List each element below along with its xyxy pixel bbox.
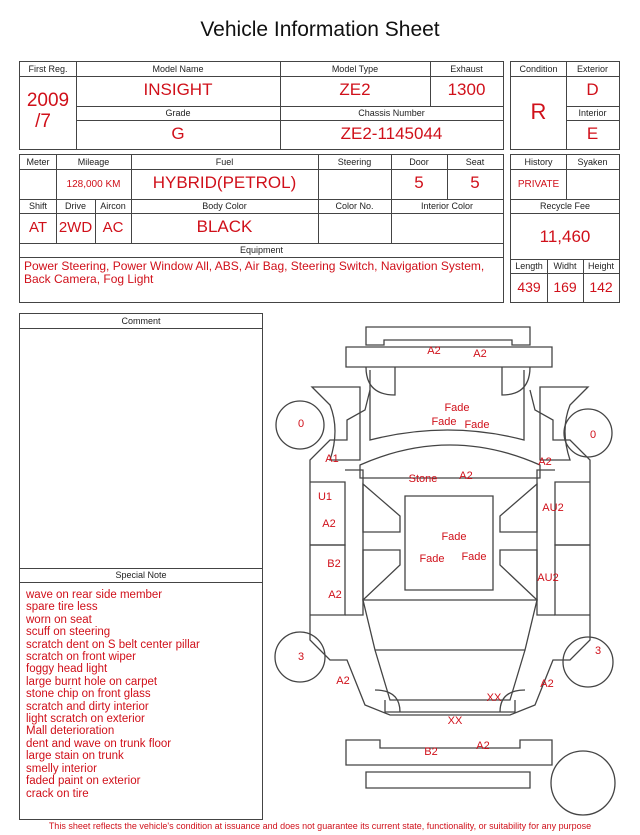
syaken-label: Syaken [577,157,608,167]
condition-value: R [530,99,547,124]
damage-mark: 0 [589,429,597,441]
list-item: large stain on trunk [26,750,124,763]
damage-mark: Fade [464,419,490,431]
damage-mark: A2 [476,740,490,752]
width-value: 169 [553,279,577,295]
condition-label: Condition [519,64,558,74]
model-name-label: Model Name [152,64,204,74]
steering-label: Steering [337,157,372,167]
shift-label: Shift [28,201,47,211]
list-item: scratch dent on S belt center pillar [26,638,200,651]
exterior-label: Exterior [576,64,608,74]
damage-mark: XX [447,715,463,727]
height-value: 142 [589,279,613,295]
damage-mark: 3 [594,645,602,657]
damage-mark: A2 [538,456,552,468]
history-table [510,154,620,303]
details-table [19,154,504,303]
width-label: Widht [553,261,577,271]
list-item: scuff on steering [26,626,111,639]
shift-value: AT [28,219,48,236]
comment-box [19,313,263,820]
page-title: Vehicle Information Sheet [200,18,440,41]
list-item: worn on seat [26,613,92,626]
damage-mark: A2 [336,675,350,687]
interior-label: Interior [578,108,607,118]
damage-mark: Fade [431,416,457,428]
windshield [360,445,540,478]
body-color-label: Body Color [202,201,247,211]
mileage-label: Mileage [77,157,110,167]
fuel-value: HYBRID(PETROL) [152,173,297,192]
car-damage-diagram [270,320,630,820]
chassis-value: ZE2-1145044 [340,124,443,143]
length-label: Length [515,261,543,271]
aircon-label: Aircon [100,201,126,211]
damage-mark: U1 [317,491,333,503]
first-reg-month: /7 [35,111,51,132]
rear-bumper [346,740,552,788]
recycle-fee-label: Recycle Fee [539,201,591,211]
damage-mark: XX [486,692,502,704]
drive-value: 2WD [58,219,93,236]
exhaust-value: 1300 [447,80,486,99]
first-reg-label: First Reg. [28,64,68,74]
main-info-table [19,61,504,150]
damage-mark: B2 [327,558,341,570]
body-color-value: BLACK [196,217,253,236]
damage-mark: Stone [408,473,438,485]
list-item: smelly interior [26,762,97,775]
equipment-value: Power Steering, Power Window All, ABS, Air Bag, Steering Switch, Navigation System, Back Camera, Fog Light [24,259,485,286]
damage-mark: B2 [424,746,438,758]
body-outline [310,390,590,715]
mileage-value: 128,000 KM [66,179,121,190]
damage-mark: 0 [297,418,305,430]
list-item: wave on rear side member [26,589,163,601]
exhaust-label: Exhaust [450,64,483,74]
chassis-label: Chassis Number [358,108,425,118]
model-name-value: INSIGHT [143,80,213,99]
first-reg-year: 2009 [26,90,70,111]
damage-mark: Fade [441,531,467,543]
footer-disclaimer: This sheet reflects the vehicle's condition at issuance and does not guarantee its current state, functionality, or suitability for any purpose [48,821,592,831]
fender-right [540,387,588,460]
damage-mark: AU2 [542,502,564,514]
front-bumper [346,327,552,367]
special-note-label: Special Note [115,570,167,580]
aircon-value: AC [102,219,124,236]
condition-table [510,61,620,150]
damage-mark: A2 [328,589,342,601]
grade-label: Grade [165,108,191,118]
damage-mark: A2 [427,345,441,357]
list-item: dent and wave on trunk floor [26,737,172,750]
damage-mark: AU2 [537,572,559,584]
list-item: scratch on front wiper [26,651,136,664]
door-value: 5 [414,173,424,192]
comment-label: Comment [121,316,161,326]
damage-mark: A2 [540,678,554,690]
damage-mark: 3 [297,651,305,663]
list-item: Mall deterioration [26,725,115,738]
seat-value: 5 [470,173,480,192]
list-item: stone chip on front glass [26,688,151,701]
damage-mark: A2 [473,348,487,360]
grade-value: G [171,124,185,143]
list-item: scratch and dirty interior [26,700,149,713]
list-item: faded paint on exterior [26,775,141,788]
trunk-area [375,690,525,712]
interior-color-label: Interior Color [420,201,474,211]
seat-label: Seat [465,157,485,167]
color-no-label: Color No. [335,201,374,211]
list-item: large burnt hole on carpet [26,675,158,688]
fuel-label: Fuel [215,157,234,167]
interior-value: E [586,124,599,143]
history-value: PRIVATE [517,179,560,190]
model-type-value: ZE2 [339,80,371,99]
door-label: Door [409,157,429,167]
damage-mark: Fade [444,402,470,414]
list-item: spare tire less [26,601,98,614]
height-label: Height [587,261,614,271]
damage-mark: A2 [322,518,336,530]
equipment-label: Equipment [239,245,284,255]
exterior-value: D [586,80,599,99]
list-item: foggy head light [26,663,108,676]
special-note-list [26,589,262,800]
damage-mark: Fade [461,551,487,563]
history-label: History [524,157,553,167]
list-item: light scratch on exterior [26,713,145,726]
damage-mark: A2 [459,470,473,482]
cabin [363,484,537,700]
damage-mark: A1 [325,453,339,465]
damage-mark: Fade [419,553,445,565]
list-item: crack on tire [26,787,89,800]
model-type-label: Model Type [331,64,379,74]
drive-label: Drive [64,201,86,211]
fender-left [312,387,360,460]
length-value: 439 [517,279,541,295]
recycle-fee-value: 11,460 [539,227,591,246]
meter-label: Meter [26,157,50,167]
